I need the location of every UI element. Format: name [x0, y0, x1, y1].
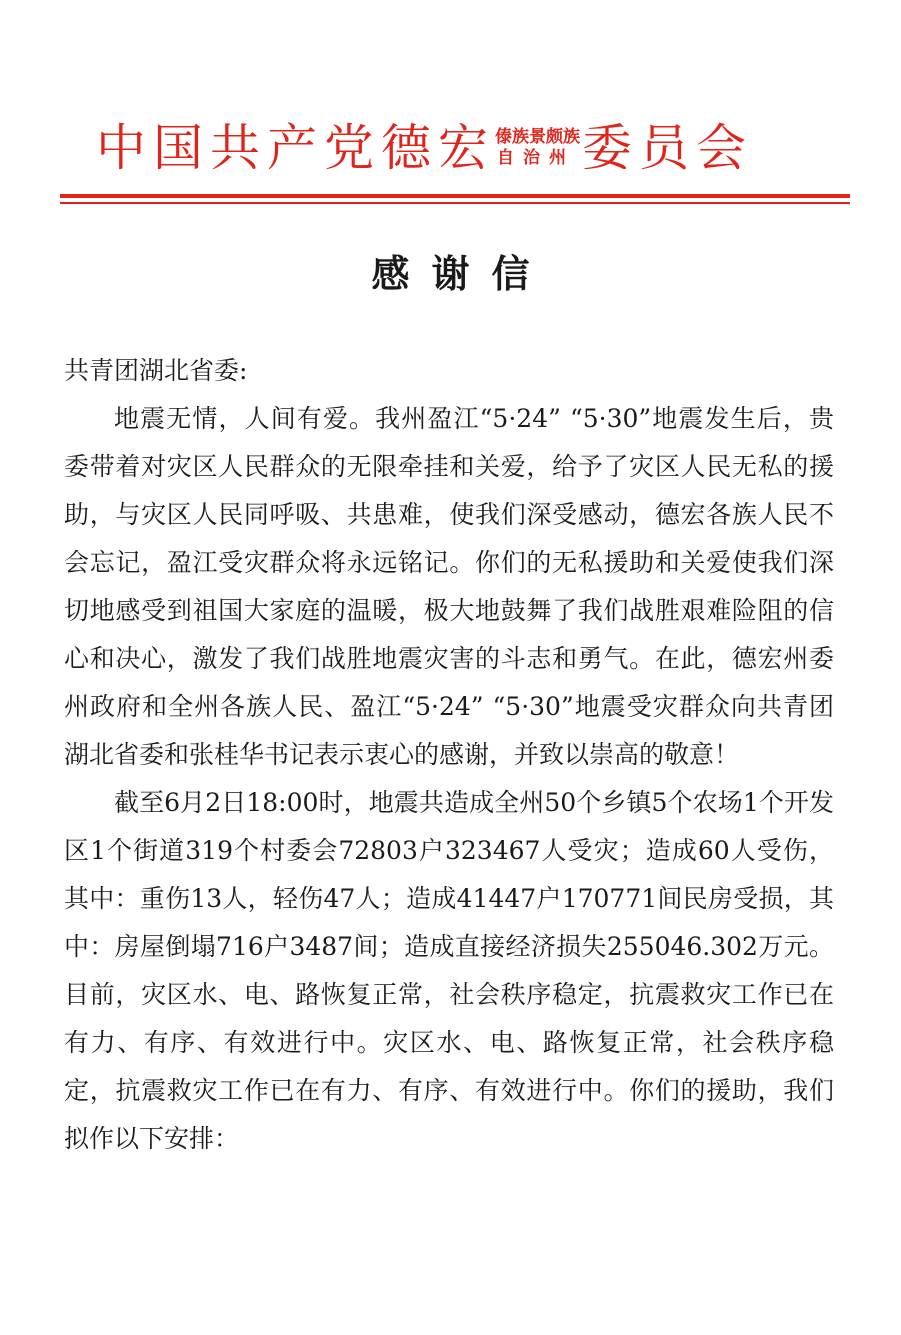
letterhead-organization-name	[96, 108, 753, 188]
letterhead-small-bottom: 自治州	[497, 148, 575, 168]
letterhead-small-top: 傣族景颇族	[495, 127, 580, 147]
paragraph-thanks: 地震无情，人间有爱。我州盈江“5·24” “5·30”地震发生后，贵委带着对灾区人民群众的无限牵挂和关爱，给予了灾区人民无私的援助，与灾区人民同呼吸、共患难，使我们深受感动，德宏各族人民不会忘记，盈江受灾群众将永远铭记。你们的无私援助和关爱使我们深切地感受到祖国大家庭的温暖，极大地鼓舞了我们战胜艰难险阻的信心和决心，激发了我们战胜地震灾害的斗志和勇气。在此，德宏州委州政府和全州各族人民、盈江“5·24” “5·30”地震受灾群众向共青团湖北省委和张桂华书记表示衷心的感谢，并致以崇高的敬意！	[64, 404, 834, 769]
letterhead-prefix: 中国共产党德宏	[96, 119, 495, 177]
paragraph-disaster-status: 截至6月2日18:00时，地震共造成全州50个乡镇5个农场1个开发区1个街道319个村委会72803户323467人受灾；造成60人受伤，其中：重伤13人，轻伤47人；造成41447户170771间民房受损，其中：房屋倒塌716户3487间；造成直接经济损失255046.302万元。目前，灾区水、电、路恢复正常，社会秩序稳定，抗震救灾工作已在有力、有序、有效进行中。灾区水、电、路恢复正常，社会秩序稳定，抗震救灾工作已在有力、有序、有效进行中。你们的援助，我们拟作以下安排：	[64, 788, 834, 1153]
letterhead-divider-thin	[60, 202, 850, 204]
letterhead-suffix: 委员会	[582, 119, 753, 177]
document-title: 感谢信	[371, 252, 552, 296]
salutation: 共青团湖北省委:	[64, 356, 248, 385]
letterhead-ethnic-autonomous-label	[495, 127, 580, 169]
letterhead	[60, 108, 850, 188]
letterhead-divider-thick	[60, 194, 850, 198]
letter-body	[64, 347, 834, 1163]
